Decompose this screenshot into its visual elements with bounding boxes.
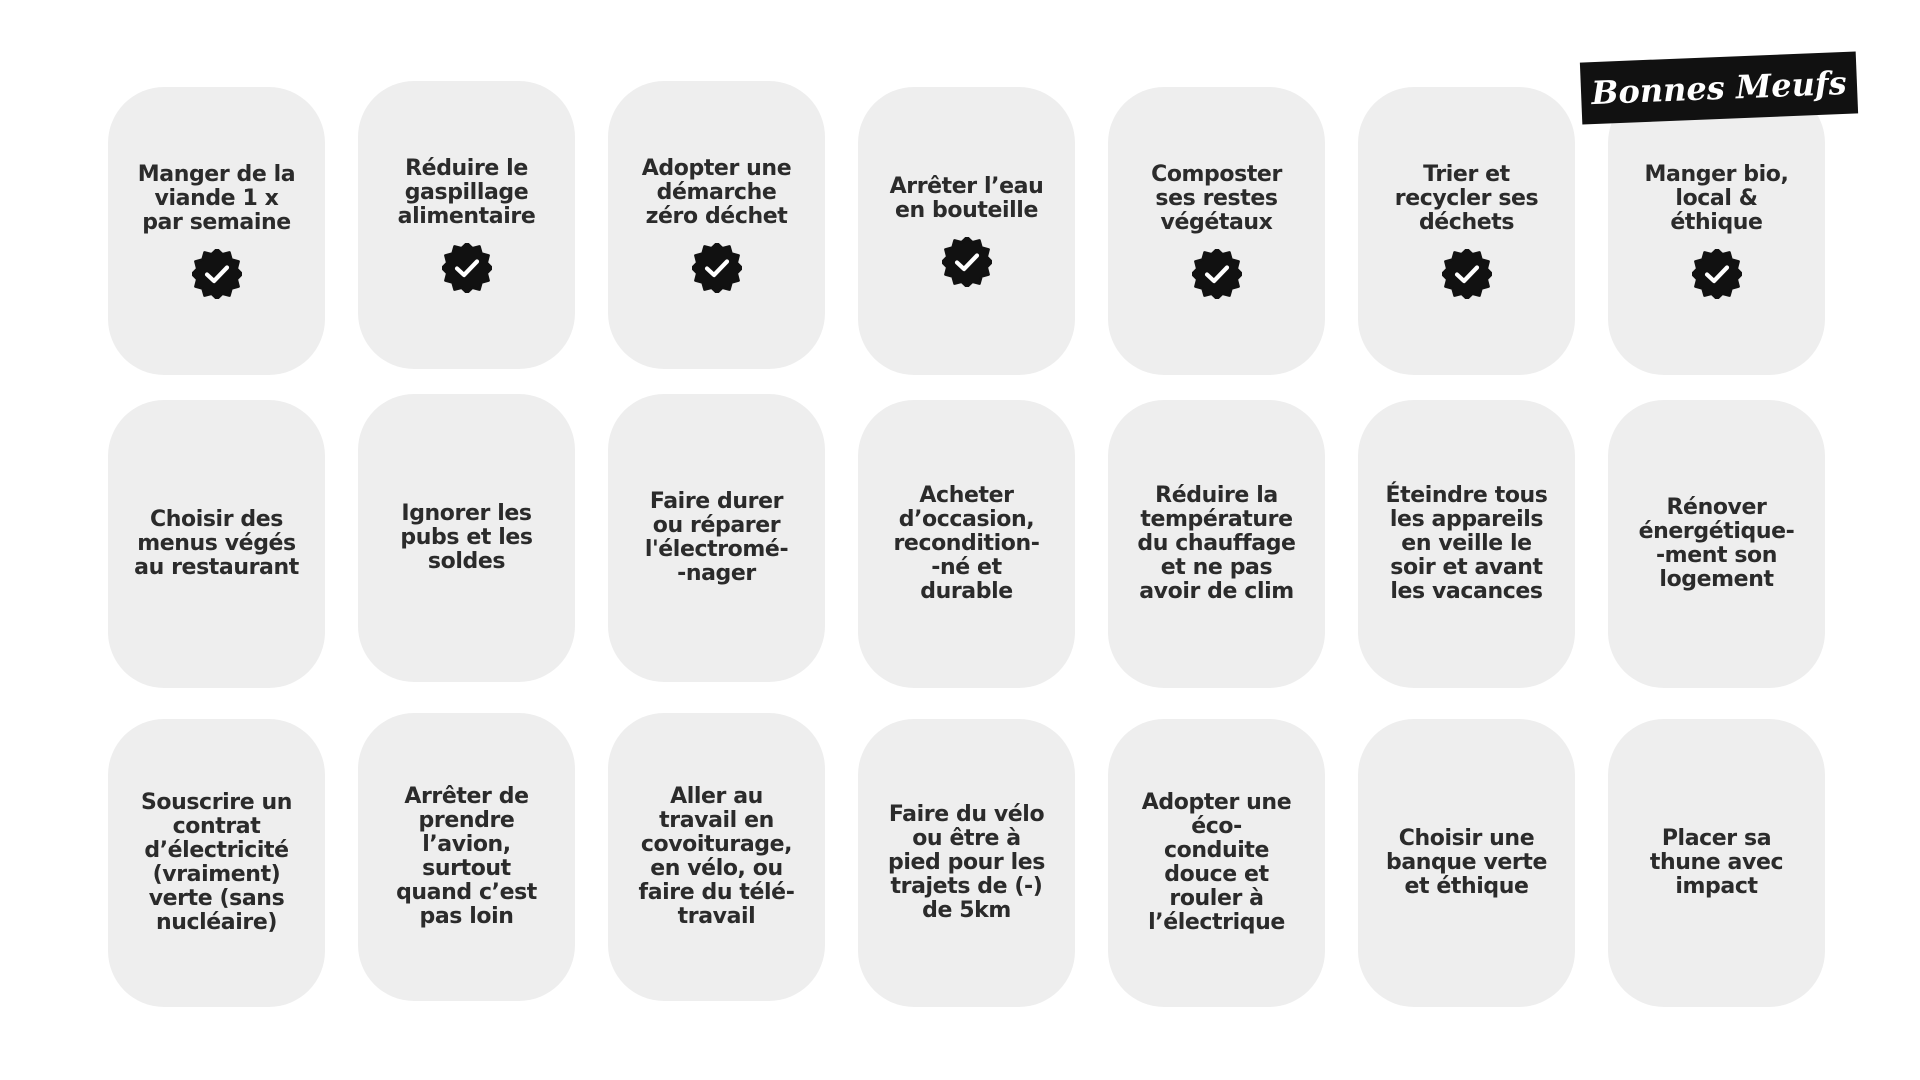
- action-card[interactable]: [608, 81, 825, 369]
- action-card[interactable]: [108, 719, 325, 1007]
- action-card[interactable]: [1608, 400, 1825, 688]
- action-card[interactable]: [108, 87, 325, 375]
- action-card[interactable]: [358, 394, 575, 682]
- action-card-label: Arrêter de prendre l’avion, surtout quand c’est pas loin: [396, 784, 537, 929]
- verified-badge-icon: [1692, 249, 1742, 299]
- action-card-label: Manger de la viande 1 x par semaine: [137, 162, 296, 235]
- action-card-label: Réduire la température du chauffage et ne pas avoir de clim: [1137, 483, 1296, 604]
- action-card-label: Acheter d’occasion, recondition- -né et durable: [893, 483, 1040, 604]
- action-card-label: Faire durer ou réparer l'électromé- -nager: [644, 489, 789, 586]
- action-card-label: Adopter une éco- conduite douce et rouler à l’électrique: [1141, 790, 1292, 935]
- action-card-label: Composter ses restes végétaux: [1151, 162, 1282, 235]
- action-card[interactable]: [858, 719, 1075, 1007]
- action-card[interactable]: [108, 400, 325, 688]
- action-card-label: Choisir une banque verte et éthique: [1386, 826, 1547, 899]
- action-card-label: Placer sa thune avec impact: [1649, 826, 1784, 899]
- action-card[interactable]: [858, 400, 1075, 688]
- action-card-label: Manger bio, local & éthique: [1644, 162, 1789, 235]
- action-card-label: Réduire le gaspillage alimentaire: [397, 156, 536, 229]
- action-card-label: Aller au travail en covoiturage, en vélo, ou faire du télé- travail: [638, 784, 795, 929]
- action-card-label: Arrêter l’eau en bouteille: [889, 174, 1044, 223]
- action-card[interactable]: [358, 81, 575, 369]
- verified-badge-icon: [192, 249, 242, 299]
- action-card[interactable]: [1608, 719, 1825, 1007]
- action-card[interactable]: [1108, 87, 1325, 375]
- verified-badge-icon: [942, 237, 992, 287]
- action-card[interactable]: [1358, 87, 1575, 375]
- action-card[interactable]: [1358, 400, 1575, 688]
- verified-badge-icon: [1192, 249, 1242, 299]
- action-card-label: Choisir des menus végés au restaurant: [134, 507, 299, 580]
- brand-logo-text: Bonnes Meufs: [1590, 63, 1848, 113]
- verified-badge-icon: [692, 243, 742, 293]
- action-card[interactable]: [1108, 719, 1325, 1007]
- action-card[interactable]: [1358, 719, 1575, 1007]
- action-card[interactable]: [858, 87, 1075, 375]
- action-card[interactable]: [1108, 400, 1325, 688]
- action-card-label: Adopter une démarche zéro déchet: [641, 156, 792, 229]
- action-card[interactable]: [1608, 87, 1825, 375]
- action-card-label: Éteindre tous les appareils en veille le soir et avant les vacances: [1385, 483, 1548, 604]
- action-card-label: Faire du vélo ou être à pied pour les trajets de (-) de 5km: [887, 802, 1045, 923]
- action-card-label: Trier et recycler ses déchets: [1394, 162, 1539, 235]
- verified-badge-icon: [442, 243, 492, 293]
- brand-logo: [1580, 51, 1858, 124]
- action-card-label: Rénover énergétique- -ment son logement: [1638, 495, 1795, 592]
- action-card[interactable]: [608, 394, 825, 682]
- verified-badge-icon: [1442, 249, 1492, 299]
- action-card[interactable]: [608, 713, 825, 1001]
- action-card-label: Ignorer les pubs et les soldes: [400, 501, 533, 574]
- action-card[interactable]: [358, 713, 575, 1001]
- action-card-label: Souscrire un contrat d’électricité (vraiment) verte (sans nucléaire): [140, 790, 293, 935]
